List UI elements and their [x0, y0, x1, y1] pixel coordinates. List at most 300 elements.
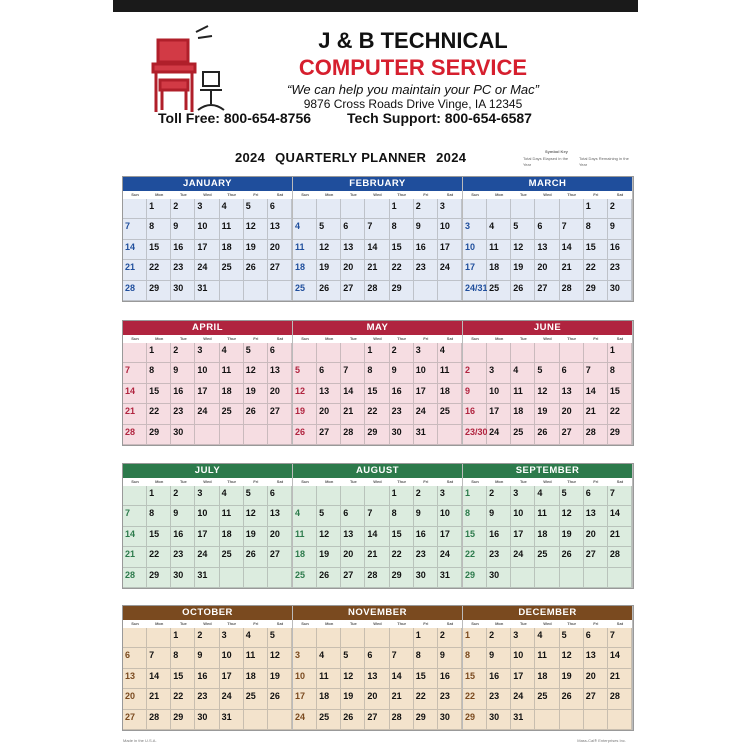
day-cell[interactable] [438, 425, 462, 445]
day-cell[interactable] [535, 343, 559, 363]
day-cell[interactable] [511, 486, 535, 506]
day-cell[interactable] [438, 343, 462, 363]
day-cell[interactable] [414, 568, 438, 588]
day-cell[interactable] [365, 710, 389, 730]
day-cell[interactable] [414, 710, 438, 730]
day-cell[interactable] [244, 240, 268, 260]
day-cell[interactable] [584, 710, 608, 730]
day-cell[interactable] [268, 281, 292, 301]
day-cell[interactable] [560, 260, 584, 280]
day-cell[interactable] [147, 547, 171, 567]
day-cell[interactable] [584, 199, 608, 219]
day-cell[interactable] [584, 363, 608, 383]
day-cell[interactable] [463, 486, 487, 506]
day-cell[interactable] [317, 648, 341, 668]
day-cell[interactable] [487, 628, 511, 648]
day-cell[interactable] [123, 648, 147, 668]
day-cell[interactable] [584, 486, 608, 506]
day-cell[interactable] [608, 384, 632, 404]
day-cell[interactable] [293, 710, 317, 730]
day-cell[interactable] [220, 363, 244, 383]
day-cell[interactable] [195, 486, 219, 506]
day-cell[interactable] [608, 260, 632, 280]
day-cell[interactable] [390, 404, 414, 424]
day-cell[interactable] [560, 363, 584, 383]
day-cell[interactable] [365, 260, 389, 280]
day-cell[interactable] [438, 260, 462, 280]
day-cell[interactable] [390, 689, 414, 709]
day-cell[interactable] [171, 384, 195, 404]
day-cell[interactable] [293, 363, 317, 383]
day-cell[interactable] [438, 547, 462, 567]
day-cell[interactable] [147, 669, 171, 689]
day-cell[interactable] [220, 281, 244, 301]
day-cell[interactable] [244, 384, 268, 404]
day-cell[interactable] [487, 568, 511, 588]
day-cell[interactable] [608, 425, 632, 445]
day-cell[interactable] [463, 384, 487, 404]
day-cell[interactable] [195, 199, 219, 219]
day-cell[interactable] [487, 260, 511, 280]
day-cell[interactable] [463, 425, 487, 445]
day-cell[interactable] [244, 506, 268, 526]
day-cell[interactable] [487, 199, 511, 219]
day-cell[interactable] [414, 260, 438, 280]
day-cell[interactable] [535, 199, 559, 219]
day-cell[interactable] [123, 710, 147, 730]
day-cell[interactable] [511, 240, 535, 260]
day-cell[interactable] [341, 343, 365, 363]
day-cell[interactable] [390, 669, 414, 689]
day-cell[interactable] [123, 219, 147, 239]
day-cell[interactable] [147, 689, 171, 709]
day-cell[interactable] [535, 486, 559, 506]
day-cell[interactable] [171, 343, 195, 363]
day-cell[interactable] [608, 343, 632, 363]
day-cell[interactable] [487, 486, 511, 506]
day-cell[interactable] [487, 219, 511, 239]
day-cell[interactable] [171, 689, 195, 709]
day-cell[interactable] [511, 669, 535, 689]
day-cell[interactable] [463, 628, 487, 648]
day-cell[interactable] [341, 527, 365, 547]
day-cell[interactable] [365, 547, 389, 567]
day-cell[interactable] [560, 199, 584, 219]
day-cell[interactable] [414, 404, 438, 424]
day-cell[interactable] [608, 281, 632, 301]
day-cell[interactable] [341, 506, 365, 526]
day-cell[interactable] [220, 425, 244, 445]
day-cell[interactable] [244, 628, 268, 648]
day-cell[interactable] [123, 486, 147, 506]
day-cell[interactable] [123, 199, 147, 219]
day-cell[interactable] [560, 240, 584, 260]
day-cell[interactable] [365, 219, 389, 239]
day-cell[interactable] [244, 425, 268, 445]
day-cell[interactable] [195, 710, 219, 730]
day-cell[interactable] [414, 527, 438, 547]
day-cell[interactable] [123, 689, 147, 709]
day-cell[interactable] [147, 648, 171, 668]
day-cell[interactable] [584, 506, 608, 526]
day-cell[interactable] [463, 260, 487, 280]
day-cell[interactable] [438, 384, 462, 404]
day-cell[interactable] [584, 343, 608, 363]
day-cell[interactable] [123, 425, 147, 445]
day-cell[interactable] [317, 363, 341, 383]
day-cell[interactable] [293, 628, 317, 648]
day-cell[interactable] [293, 219, 317, 239]
day-cell[interactable] [535, 219, 559, 239]
day-cell[interactable] [341, 363, 365, 383]
day-cell[interactable] [535, 281, 559, 301]
day-cell[interactable] [414, 425, 438, 445]
day-cell[interactable] [147, 506, 171, 526]
day-cell[interactable] [365, 240, 389, 260]
day-cell[interactable] [293, 404, 317, 424]
day-cell[interactable] [560, 404, 584, 424]
day-cell[interactable] [123, 527, 147, 547]
day-cell[interactable] [584, 547, 608, 567]
day-cell[interactable] [268, 710, 292, 730]
day-cell[interactable] [511, 628, 535, 648]
day-cell[interactable] [414, 384, 438, 404]
day-cell[interactable] [171, 547, 195, 567]
day-cell[interactable] [293, 281, 317, 301]
day-cell[interactable] [341, 669, 365, 689]
day-cell[interactable] [584, 404, 608, 424]
day-cell[interactable] [535, 363, 559, 383]
day-cell[interactable] [560, 384, 584, 404]
day-cell[interactable] [195, 219, 219, 239]
day-cell[interactable] [438, 281, 462, 301]
day-cell[interactable] [171, 219, 195, 239]
day-cell[interactable] [293, 689, 317, 709]
day-cell[interactable] [535, 260, 559, 280]
day-cell[interactable] [584, 219, 608, 239]
day-cell[interactable] [414, 547, 438, 567]
day-cell[interactable] [123, 384, 147, 404]
day-cell[interactable] [511, 506, 535, 526]
day-cell[interactable] [268, 527, 292, 547]
day-cell[interactable] [414, 506, 438, 526]
day-cell[interactable] [171, 199, 195, 219]
day-cell[interactable] [220, 669, 244, 689]
day-cell[interactable] [220, 628, 244, 648]
day-cell[interactable] [341, 281, 365, 301]
day-cell[interactable] [171, 527, 195, 547]
day-cell[interactable] [535, 425, 559, 445]
day-cell[interactable] [414, 219, 438, 239]
day-cell[interactable] [220, 710, 244, 730]
day-cell[interactable] [511, 547, 535, 567]
day-cell[interactable] [147, 363, 171, 383]
day-cell[interactable] [244, 281, 268, 301]
day-cell[interactable] [511, 363, 535, 383]
day-cell[interactable] [390, 363, 414, 383]
day-cell[interactable] [463, 669, 487, 689]
day-cell[interactable] [171, 260, 195, 280]
day-cell[interactable] [463, 506, 487, 526]
day-cell[interactable] [195, 260, 219, 280]
day-cell[interactable] [365, 363, 389, 383]
day-cell[interactable] [171, 506, 195, 526]
day-cell[interactable] [147, 486, 171, 506]
day-cell[interactable] [147, 568, 171, 588]
day-cell[interactable] [365, 343, 389, 363]
day-cell[interactable] [438, 240, 462, 260]
day-cell[interactable] [463, 527, 487, 547]
day-cell[interactable] [560, 568, 584, 588]
day-cell[interactable] [487, 404, 511, 424]
day-cell[interactable] [220, 689, 244, 709]
day-cell[interactable] [608, 669, 632, 689]
day-cell[interactable] [123, 363, 147, 383]
day-cell[interactable] [390, 547, 414, 567]
day-cell[interactable] [268, 240, 292, 260]
day-cell[interactable] [390, 343, 414, 363]
day-cell[interactable] [317, 527, 341, 547]
day-cell[interactable] [365, 199, 389, 219]
day-cell[interactable] [511, 199, 535, 219]
day-cell[interactable] [487, 689, 511, 709]
day-cell[interactable] [123, 343, 147, 363]
day-cell[interactable] [220, 219, 244, 239]
day-cell[interactable] [317, 568, 341, 588]
day-cell[interactable] [438, 486, 462, 506]
day-cell[interactable] [195, 425, 219, 445]
day-cell[interactable] [438, 648, 462, 668]
day-cell[interactable] [341, 384, 365, 404]
day-cell[interactable] [317, 240, 341, 260]
day-cell[interactable] [487, 547, 511, 567]
day-cell[interactable] [560, 669, 584, 689]
day-cell[interactable] [293, 486, 317, 506]
day-cell[interactable] [293, 568, 317, 588]
day-cell[interactable] [220, 506, 244, 526]
day-cell[interactable] [123, 281, 147, 301]
day-cell[interactable] [463, 281, 487, 301]
day-cell[interactable] [317, 281, 341, 301]
day-cell[interactable] [147, 628, 171, 648]
day-cell[interactable] [244, 343, 268, 363]
day-cell[interactable] [171, 363, 195, 383]
day-cell[interactable] [438, 527, 462, 547]
day-cell[interactable] [511, 425, 535, 445]
day-cell[interactable] [341, 219, 365, 239]
day-cell[interactable] [341, 648, 365, 668]
day-cell[interactable] [195, 669, 219, 689]
day-cell[interactable] [268, 363, 292, 383]
day-cell[interactable] [147, 199, 171, 219]
day-cell[interactable] [341, 199, 365, 219]
day-cell[interactable] [511, 384, 535, 404]
day-cell[interactable] [220, 199, 244, 219]
day-cell[interactable] [584, 527, 608, 547]
day-cell[interactable] [487, 527, 511, 547]
day-cell[interactable] [123, 547, 147, 567]
day-cell[interactable] [171, 425, 195, 445]
day-cell[interactable] [341, 568, 365, 588]
day-cell[interactable] [390, 710, 414, 730]
day-cell[interactable] [608, 363, 632, 383]
day-cell[interactable] [390, 219, 414, 239]
day-cell[interactable] [560, 689, 584, 709]
day-cell[interactable] [414, 669, 438, 689]
day-cell[interactable] [244, 710, 268, 730]
day-cell[interactable] [535, 527, 559, 547]
day-cell[interactable] [390, 486, 414, 506]
day-cell[interactable] [195, 527, 219, 547]
day-cell[interactable] [195, 384, 219, 404]
day-cell[interactable] [220, 648, 244, 668]
day-cell[interactable] [244, 689, 268, 709]
day-cell[interactable] [365, 527, 389, 547]
day-cell[interactable] [244, 547, 268, 567]
day-cell[interactable] [438, 710, 462, 730]
day-cell[interactable] [511, 527, 535, 547]
day-cell[interactable] [414, 343, 438, 363]
day-cell[interactable] [147, 240, 171, 260]
day-cell[interactable] [608, 506, 632, 526]
day-cell[interactable] [584, 425, 608, 445]
day-cell[interactable] [365, 425, 389, 445]
day-cell[interactable] [293, 260, 317, 280]
day-cell[interactable] [463, 219, 487, 239]
day-cell[interactable] [244, 568, 268, 588]
day-cell[interactable] [293, 199, 317, 219]
day-cell[interactable] [220, 527, 244, 547]
day-cell[interactable] [220, 547, 244, 567]
day-cell[interactable] [390, 281, 414, 301]
day-cell[interactable] [123, 240, 147, 260]
day-cell[interactable] [341, 486, 365, 506]
day-cell[interactable] [390, 199, 414, 219]
day-cell[interactable] [244, 363, 268, 383]
day-cell[interactable] [535, 384, 559, 404]
day-cell[interactable] [317, 219, 341, 239]
day-cell[interactable] [487, 240, 511, 260]
day-cell[interactable] [584, 648, 608, 668]
day-cell[interactable] [487, 506, 511, 526]
day-cell[interactable] [317, 689, 341, 709]
day-cell[interactable] [535, 547, 559, 567]
day-cell[interactable] [365, 281, 389, 301]
day-cell[interactable] [438, 219, 462, 239]
day-cell[interactable] [293, 527, 317, 547]
day-cell[interactable] [511, 710, 535, 730]
day-cell[interactable] [535, 628, 559, 648]
day-cell[interactable] [293, 547, 317, 567]
day-cell[interactable] [341, 260, 365, 280]
day-cell[interactable] [341, 404, 365, 424]
day-cell[interactable] [535, 506, 559, 526]
day-cell[interactable] [147, 425, 171, 445]
day-cell[interactable] [171, 404, 195, 424]
day-cell[interactable] [608, 689, 632, 709]
day-cell[interactable] [463, 568, 487, 588]
day-cell[interactable] [438, 568, 462, 588]
day-cell[interactable] [268, 689, 292, 709]
day-cell[interactable] [317, 425, 341, 445]
day-cell[interactable] [244, 648, 268, 668]
day-cell[interactable] [268, 568, 292, 588]
day-cell[interactable] [535, 689, 559, 709]
day-cell[interactable] [341, 689, 365, 709]
day-cell[interactable] [365, 506, 389, 526]
day-cell[interactable] [584, 669, 608, 689]
day-cell[interactable] [195, 568, 219, 588]
day-cell[interactable] [463, 363, 487, 383]
day-cell[interactable] [463, 710, 487, 730]
day-cell[interactable] [608, 710, 632, 730]
day-cell[interactable] [463, 404, 487, 424]
day-cell[interactable] [608, 240, 632, 260]
day-cell[interactable] [438, 199, 462, 219]
day-cell[interactable] [584, 281, 608, 301]
day-cell[interactable] [341, 425, 365, 445]
day-cell[interactable] [147, 260, 171, 280]
day-cell[interactable] [365, 568, 389, 588]
day-cell[interactable] [584, 689, 608, 709]
day-cell[interactable] [365, 486, 389, 506]
day-cell[interactable] [317, 384, 341, 404]
day-cell[interactable] [560, 648, 584, 668]
day-cell[interactable] [463, 689, 487, 709]
day-cell[interactable] [608, 219, 632, 239]
day-cell[interactable] [511, 568, 535, 588]
day-cell[interactable] [123, 568, 147, 588]
day-cell[interactable] [244, 404, 268, 424]
day-cell[interactable] [535, 240, 559, 260]
day-cell[interactable] [293, 669, 317, 689]
day-cell[interactable] [244, 527, 268, 547]
day-cell[interactable] [560, 219, 584, 239]
day-cell[interactable] [244, 260, 268, 280]
day-cell[interactable] [171, 568, 195, 588]
day-cell[interactable] [608, 404, 632, 424]
day-cell[interactable] [220, 260, 244, 280]
day-cell[interactable] [195, 506, 219, 526]
day-cell[interactable] [535, 568, 559, 588]
day-cell[interactable] [195, 648, 219, 668]
day-cell[interactable] [535, 710, 559, 730]
day-cell[interactable] [317, 547, 341, 567]
day-cell[interactable] [317, 486, 341, 506]
day-cell[interactable] [438, 669, 462, 689]
day-cell[interactable] [293, 506, 317, 526]
day-cell[interactable] [341, 710, 365, 730]
day-cell[interactable] [171, 628, 195, 648]
day-cell[interactable] [365, 648, 389, 668]
day-cell[interactable] [487, 384, 511, 404]
day-cell[interactable] [171, 648, 195, 668]
day-cell[interactable] [147, 281, 171, 301]
day-cell[interactable] [535, 669, 559, 689]
day-cell[interactable] [341, 547, 365, 567]
day-cell[interactable] [293, 648, 317, 668]
day-cell[interactable] [487, 669, 511, 689]
day-cell[interactable] [390, 527, 414, 547]
day-cell[interactable] [560, 486, 584, 506]
day-cell[interactable] [147, 219, 171, 239]
day-cell[interactable] [584, 628, 608, 648]
day-cell[interactable] [414, 281, 438, 301]
day-cell[interactable] [293, 425, 317, 445]
day-cell[interactable] [123, 628, 147, 648]
day-cell[interactable] [390, 425, 414, 445]
day-cell[interactable] [341, 240, 365, 260]
